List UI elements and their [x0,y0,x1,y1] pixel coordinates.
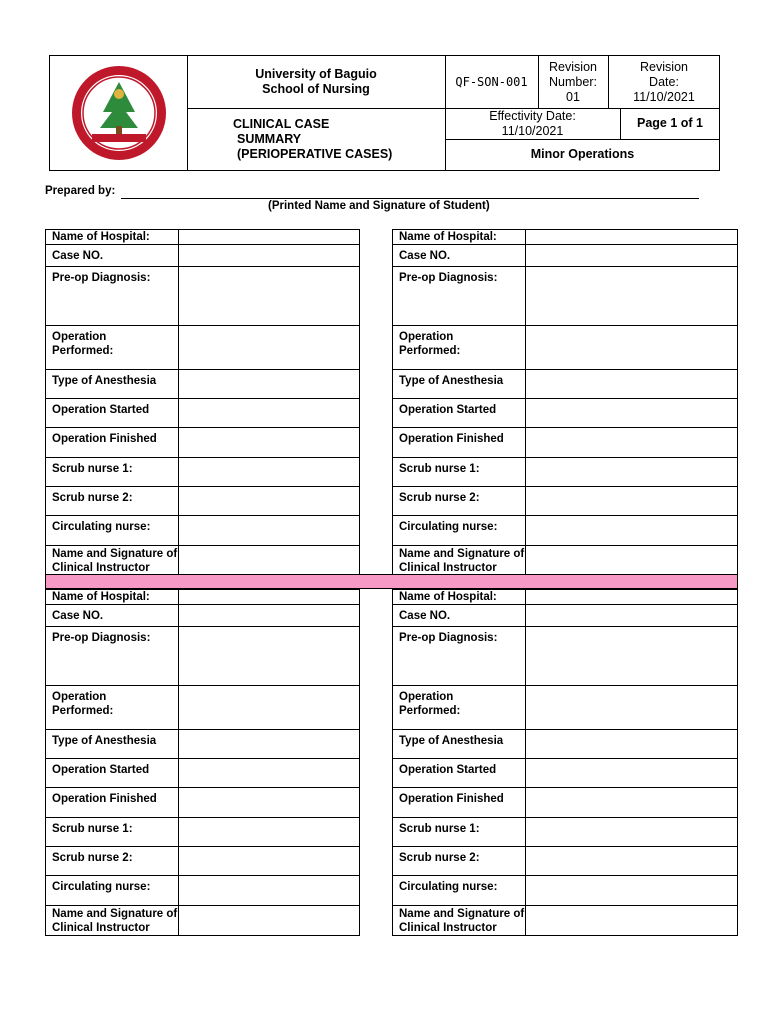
form-field-label: Circulating nurse: [46,876,179,905]
form-field-label: Type of Anesthesia [46,730,179,758]
case-form-top-right [392,229,738,576]
form-row [46,267,359,326]
form-row [393,487,737,516]
revision-date-label: Revision Date: [640,59,688,89]
case-form-top-left [45,229,360,576]
title-line-3: (PERIOPERATIVE CASES) [237,146,393,161]
form-row [46,876,359,906]
form-field-value[interactable] [179,370,359,398]
form-field-label: Circulating nurse: [46,516,179,545]
form-row [46,906,359,935]
school-name: School of Nursing [262,82,370,96]
form-field-label: Name of Hospital: [46,230,179,244]
form-field-value[interactable] [526,326,737,369]
page-indicator: Page 1 of 1 [637,116,703,130]
form-field-value[interactable] [179,458,359,486]
form-field-label: Scrub nurse 2: [46,487,179,515]
form-row [46,230,359,245]
revision-number-label: Revision Number: [549,59,597,89]
form-row [46,847,359,876]
form-row [393,267,737,326]
form-field-value[interactable] [179,546,359,575]
form-field-label: Type of Anesthesia [393,730,526,758]
form-field-value[interactable] [526,876,737,905]
form-field-label: Scrub nurse 2: [393,487,526,515]
form-field-label: Operation Started [46,399,179,427]
form-field-label: Case NO. [46,605,179,626]
form-field-value[interactable] [526,546,737,575]
form-field-value[interactable] [179,818,359,846]
form-field-value[interactable] [526,605,737,626]
form-row [46,605,359,627]
form-field-value[interactable] [526,590,737,604]
form-field-label: Scrub nurse 1: [393,458,526,486]
form-field-value[interactable] [179,590,359,604]
form-field-label: Type of Anesthesia [393,370,526,398]
form-field-label: Pre-op Diagnosis: [46,267,179,325]
form-field-value[interactable] [179,326,359,369]
form-field-label: Name and Signature of Clinical Instructor [393,546,526,575]
form-row [46,487,359,516]
form-row [393,590,737,605]
form-row [393,605,737,627]
form-row [46,458,359,487]
form-field-label: Scrub nurse 2: [393,847,526,875]
form-field-value[interactable] [526,759,737,787]
form-row [393,876,737,906]
form-field-label: Scrub nurse 2: [46,847,179,875]
form-field-label: Name and Signature of Clinical Instructor [46,546,179,575]
form-field-value[interactable] [526,847,737,875]
form-row [393,730,737,759]
form-field-label: Scrub nurse 1: [46,458,179,486]
form-field-label: Operation Performed: [393,326,526,369]
form-title [187,108,445,170]
revision-number-cell [538,56,608,108]
form-field-value[interactable] [179,245,359,266]
form-row [46,627,359,686]
form-row [393,399,737,428]
form-field-value[interactable] [179,730,359,758]
title-line-1: CLINICAL CASE [233,116,330,131]
revision-date-cell [608,56,720,108]
form-field-value[interactable] [179,627,359,685]
form-field-value[interactable] [179,267,359,325]
effectivity-cell [445,108,620,139]
form-field-value[interactable] [526,267,737,325]
prepared-by-line[interactable] [121,198,699,199]
form-field-value[interactable] [526,627,737,685]
form-field-value[interactable] [179,428,359,457]
section-separator-bar [45,574,738,589]
form-row [393,245,737,267]
document-header [49,55,720,171]
form-field-label: Operation Finished [46,428,179,457]
form-field-label: Case NO. [393,245,526,266]
form-field-value[interactable] [179,487,359,515]
form-field-value[interactable] [179,847,359,875]
prepared-by-label: Prepared by: [45,185,116,197]
form-row [393,847,737,876]
form-row [393,546,737,575]
title-line-2: SUMMARY [237,131,302,146]
form-field-label: Operation Started [393,759,526,787]
form-field-label: Name of Hospital: [393,230,526,244]
institution-name [187,56,445,108]
prepared-by-caption: (Printed Name and Signature of Student) [268,200,490,212]
form-field-value[interactable] [526,245,737,266]
form-row [46,759,359,788]
form-field-label: Name of Hospital: [393,590,526,604]
form-field-label: Operation Finished [46,788,179,817]
form-field-value[interactable] [526,370,737,398]
form-field-label: Pre-op Diagnosis: [393,267,526,325]
form-field-label: Operation Performed: [46,326,179,369]
form-field-value[interactable] [179,906,359,935]
operation-category: Minor Operations [530,147,635,161]
form-row [46,590,359,605]
form-code: QF-SON-001 [455,74,528,89]
form-row [46,428,359,458]
form-field-label: Operation Started [46,759,179,787]
form-field-value[interactable] [526,487,737,515]
form-field-label: Case NO. [46,245,179,266]
form-field-label: Pre-op Diagnosis: [46,627,179,685]
form-row [393,428,737,458]
form-row [393,458,737,487]
form-field-value[interactable] [179,605,359,626]
form-field-value[interactable] [526,399,737,427]
form-field-value[interactable] [179,686,359,729]
case-form-bottom-left [45,589,360,936]
case-form-bottom-right [392,589,738,936]
form-field-label: Scrub nurse 1: [393,818,526,846]
form-row [46,245,359,267]
form-field-label: Operation Finished [393,428,526,457]
form-row [393,818,737,847]
form-field-label: Operation Finished [393,788,526,817]
form-field-label: Circulating nurse: [393,516,526,545]
form-field-value[interactable] [526,686,737,729]
form-field-value[interactable] [179,876,359,905]
form-field-label: Operation Started [393,399,526,427]
form-field-value[interactable] [179,399,359,427]
form-field-label: Name and Signature of Clinical Instructor [393,906,526,935]
form-field-value[interactable] [526,788,737,817]
form-row [46,370,359,399]
revision-number: 01 [566,89,580,104]
form-field-label: Type of Anesthesia [46,370,179,398]
form-field-label: Scrub nurse 1: [46,818,179,846]
effectivity-date: 11/10/2021 [501,123,564,138]
form-row [393,759,737,788]
form-field-label: Pre-op Diagnosis: [393,627,526,685]
form-field-value[interactable] [526,458,737,486]
university-seal-logo [70,64,168,162]
form-field-label: Circulating nurse: [393,876,526,905]
form-row [46,516,359,546]
form-row [46,788,359,818]
form-row [46,326,359,370]
form-row [393,686,737,730]
form-field-label: Case NO. [393,605,526,626]
form-field-label: Operation Performed: [46,686,179,729]
form-field-value[interactable] [179,788,359,817]
form-field-value[interactable] [179,230,359,244]
form-row [393,516,737,546]
form-row [46,546,359,575]
form-field-value[interactable] [526,230,737,244]
form-row [393,788,737,818]
form-field-value[interactable] [526,730,737,758]
form-field-label: Name and Signature of Clinical Instructor [46,906,179,935]
university-name: University of Baguio [255,67,377,81]
form-field-value[interactable] [179,516,359,545]
form-row [393,370,737,399]
form-row [393,230,737,245]
form-row [393,906,737,935]
form-field-value[interactable] [526,428,737,457]
form-row [46,686,359,730]
form-row [393,627,737,686]
form-row [393,326,737,370]
revision-date: 11/10/2021 [633,89,695,104]
effectivity-label: Effectivity Date: [489,108,576,123]
form-field-value[interactable] [526,818,737,846]
form-row [46,399,359,428]
form-field-label: Name of Hospital: [46,590,179,604]
form-row [46,730,359,759]
form-row [46,818,359,847]
form-field-value[interactable] [179,759,359,787]
form-field-value[interactable] [526,906,737,935]
logo-cell [50,56,187,170]
form-field-label: Operation Performed: [393,686,526,729]
form-field-value[interactable] [526,516,737,545]
